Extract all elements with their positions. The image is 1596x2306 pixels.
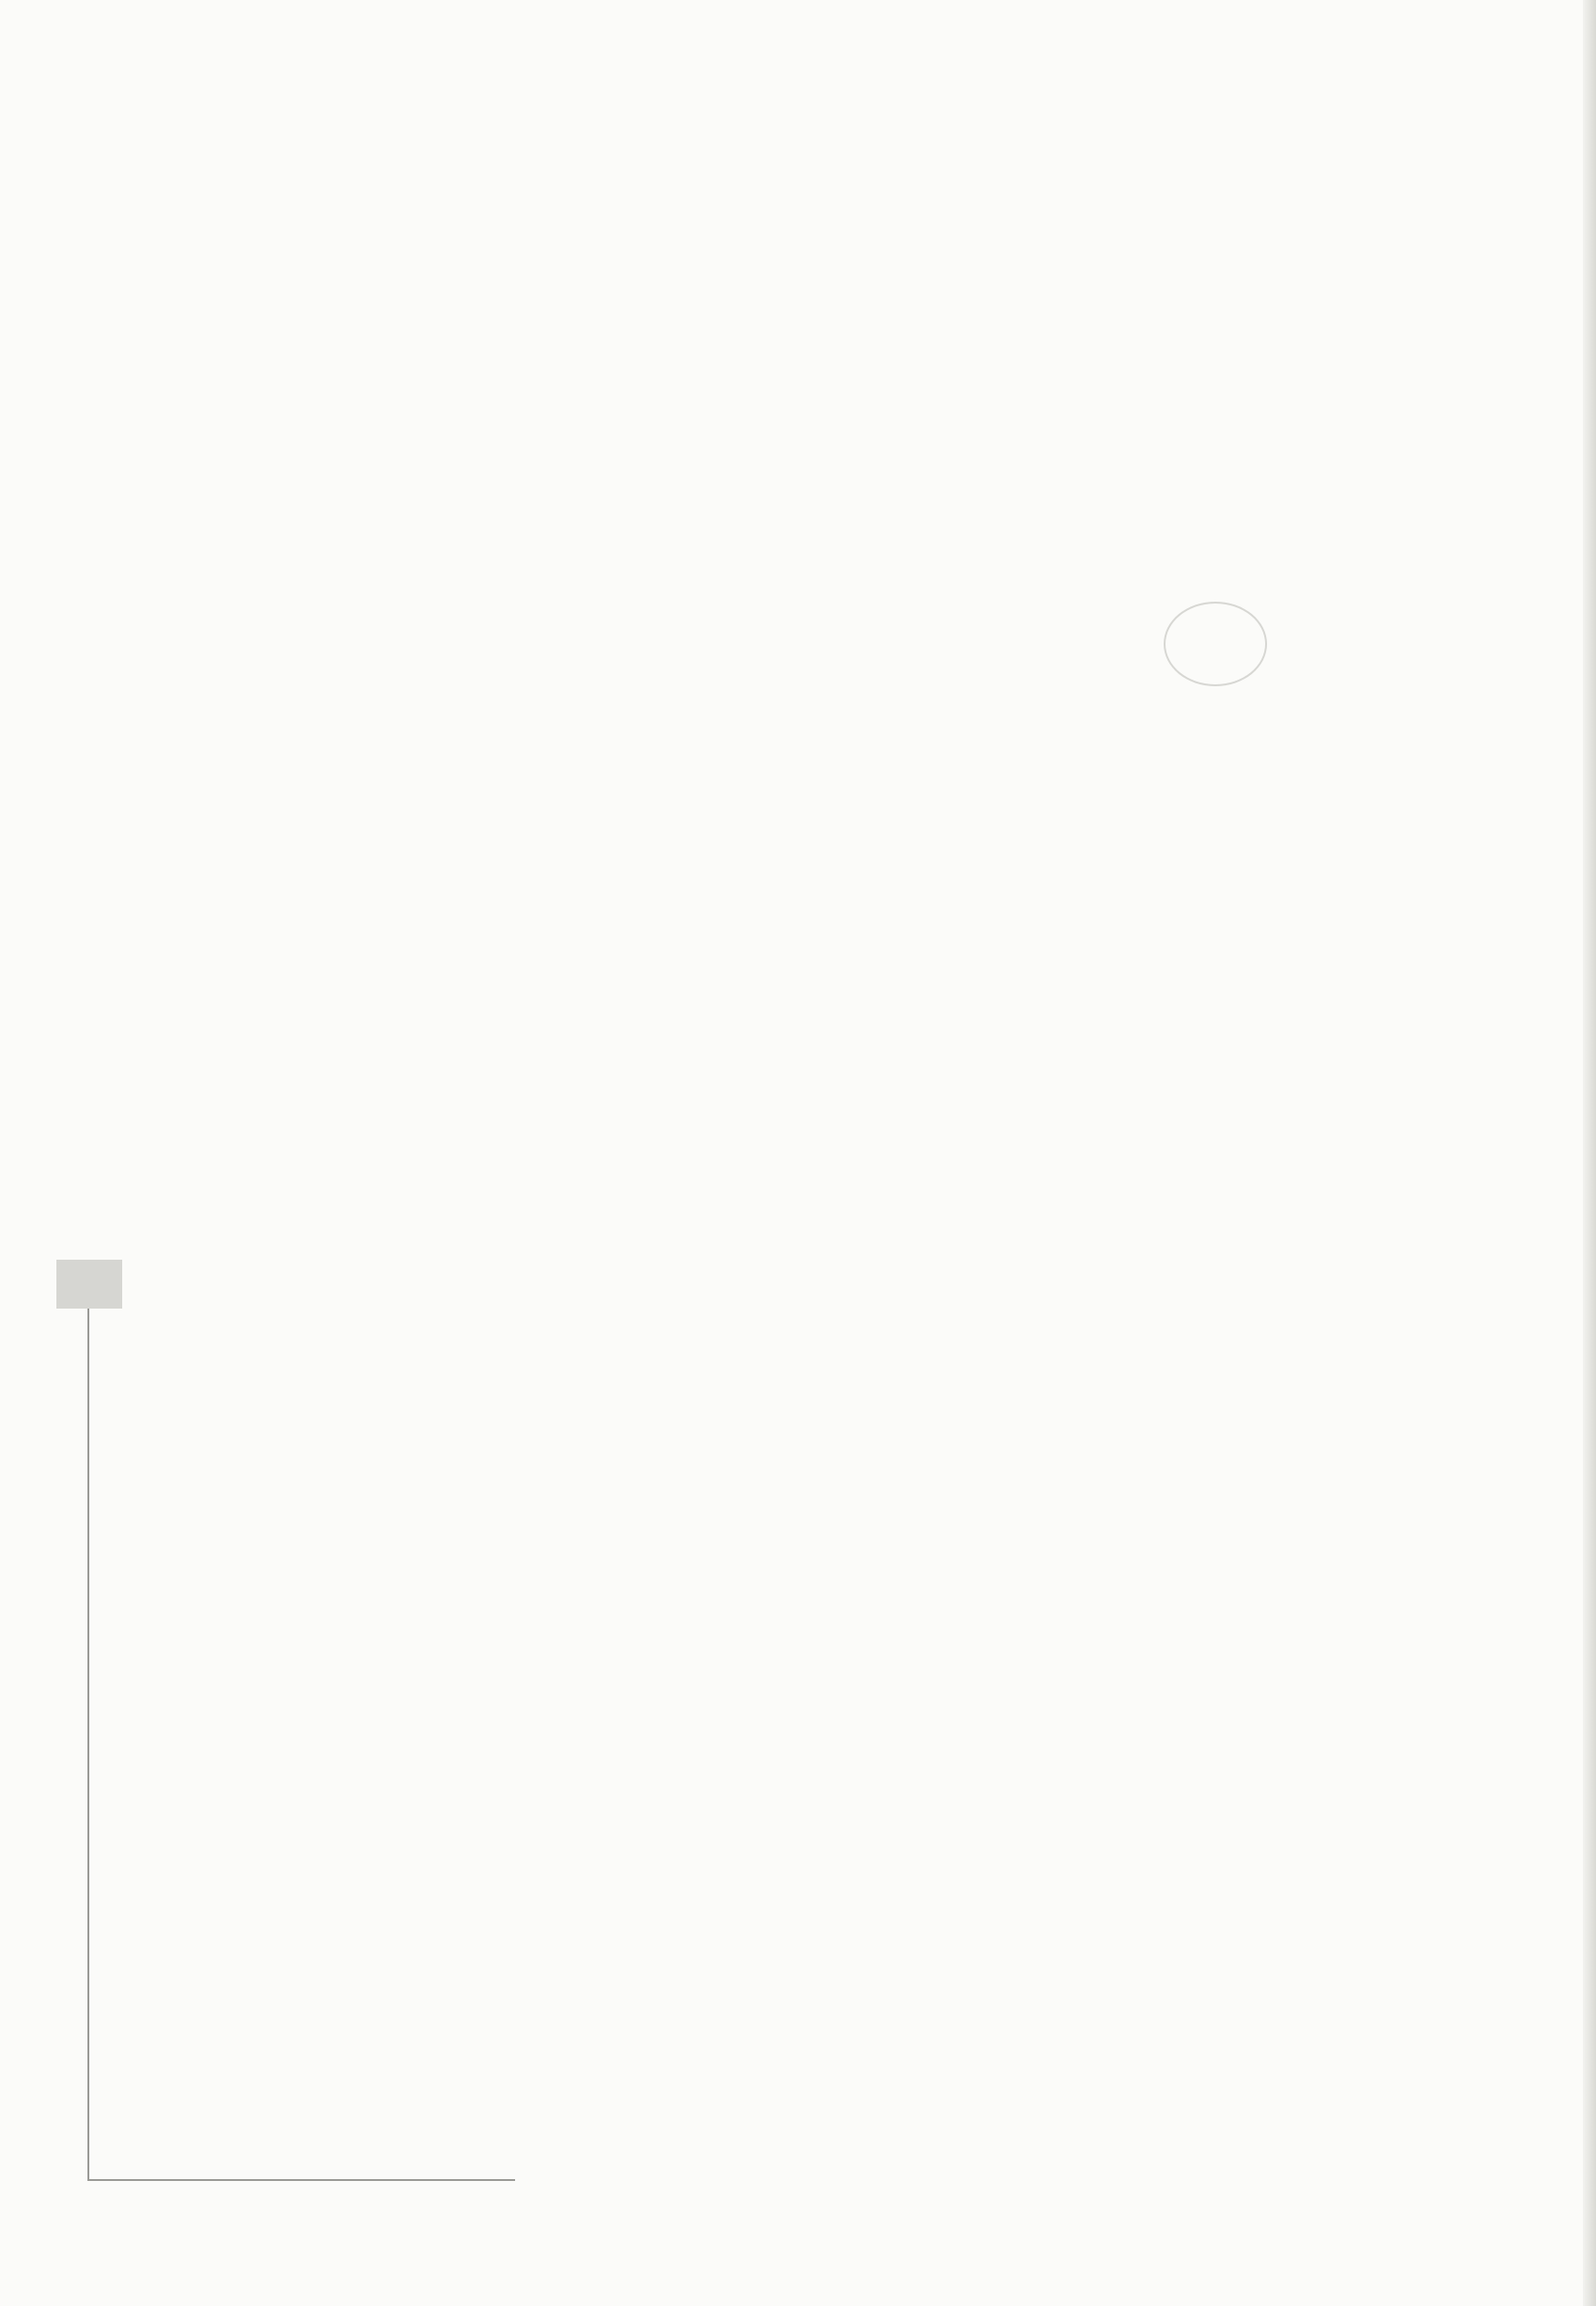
page-content <box>179 211 1438 414</box>
margin-rule-horizontal <box>87 2179 515 2181</box>
list-item <box>179 363 1438 414</box>
page-number <box>56 1260 122 1309</box>
list-item <box>179 261 1438 312</box>
stamp-seal <box>1164 602 1267 686</box>
page-edge <box>1583 0 1596 2306</box>
list-item <box>179 312 1438 363</box>
margin-rule-vertical <box>87 1309 89 2181</box>
section-4-passage <box>179 211 1438 261</box>
section-6-items <box>179 261 1438 414</box>
